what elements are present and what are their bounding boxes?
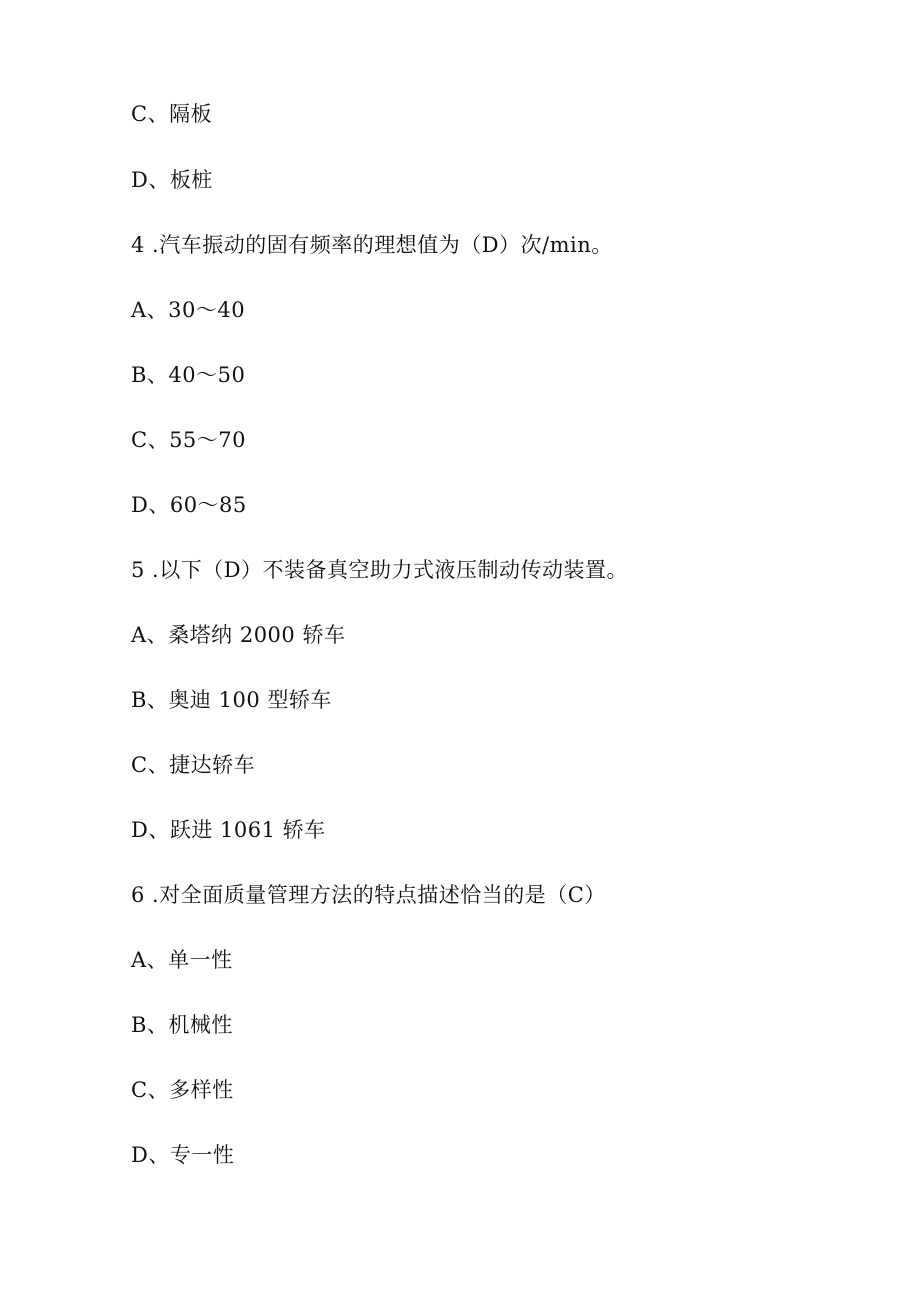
option-c-q4: C、55～70 bbox=[131, 428, 247, 452]
option-b-q6: B、机械性 bbox=[131, 1013, 233, 1037]
option-d-q4: D、60～85 bbox=[131, 493, 247, 517]
option-b-q4: B、40～50 bbox=[131, 363, 246, 387]
question-5: 5 .以下（D）不装备真空助力式液压制动传动装置。 bbox=[131, 558, 629, 582]
option-b-q5: B、奥迪 100 型轿车 bbox=[131, 688, 332, 712]
question-6: 6 .对全面质量管理方法的特点描述恰当的是（C） bbox=[131, 883, 606, 907]
option-a-q5: A、桑塔纳 2000 轿车 bbox=[131, 623, 346, 647]
option-d-q6: D、专一性 bbox=[131, 1143, 235, 1167]
option-a-q6: A、单一性 bbox=[131, 948, 233, 972]
question-4: 4 .汽车振动的固有频率的理想值为（D）次/min。 bbox=[131, 233, 613, 257]
option-a-q4: A、30～40 bbox=[131, 298, 246, 322]
option-c-q6: C、多样性 bbox=[131, 1078, 234, 1102]
option-d-q5: D、跃进 1061 轿车 bbox=[131, 818, 326, 842]
option-c-q3: C、隔板 bbox=[131, 102, 213, 126]
option-d-q3: D、板桩 bbox=[131, 168, 213, 192]
option-c-q5: C、捷达轿车 bbox=[131, 753, 256, 777]
